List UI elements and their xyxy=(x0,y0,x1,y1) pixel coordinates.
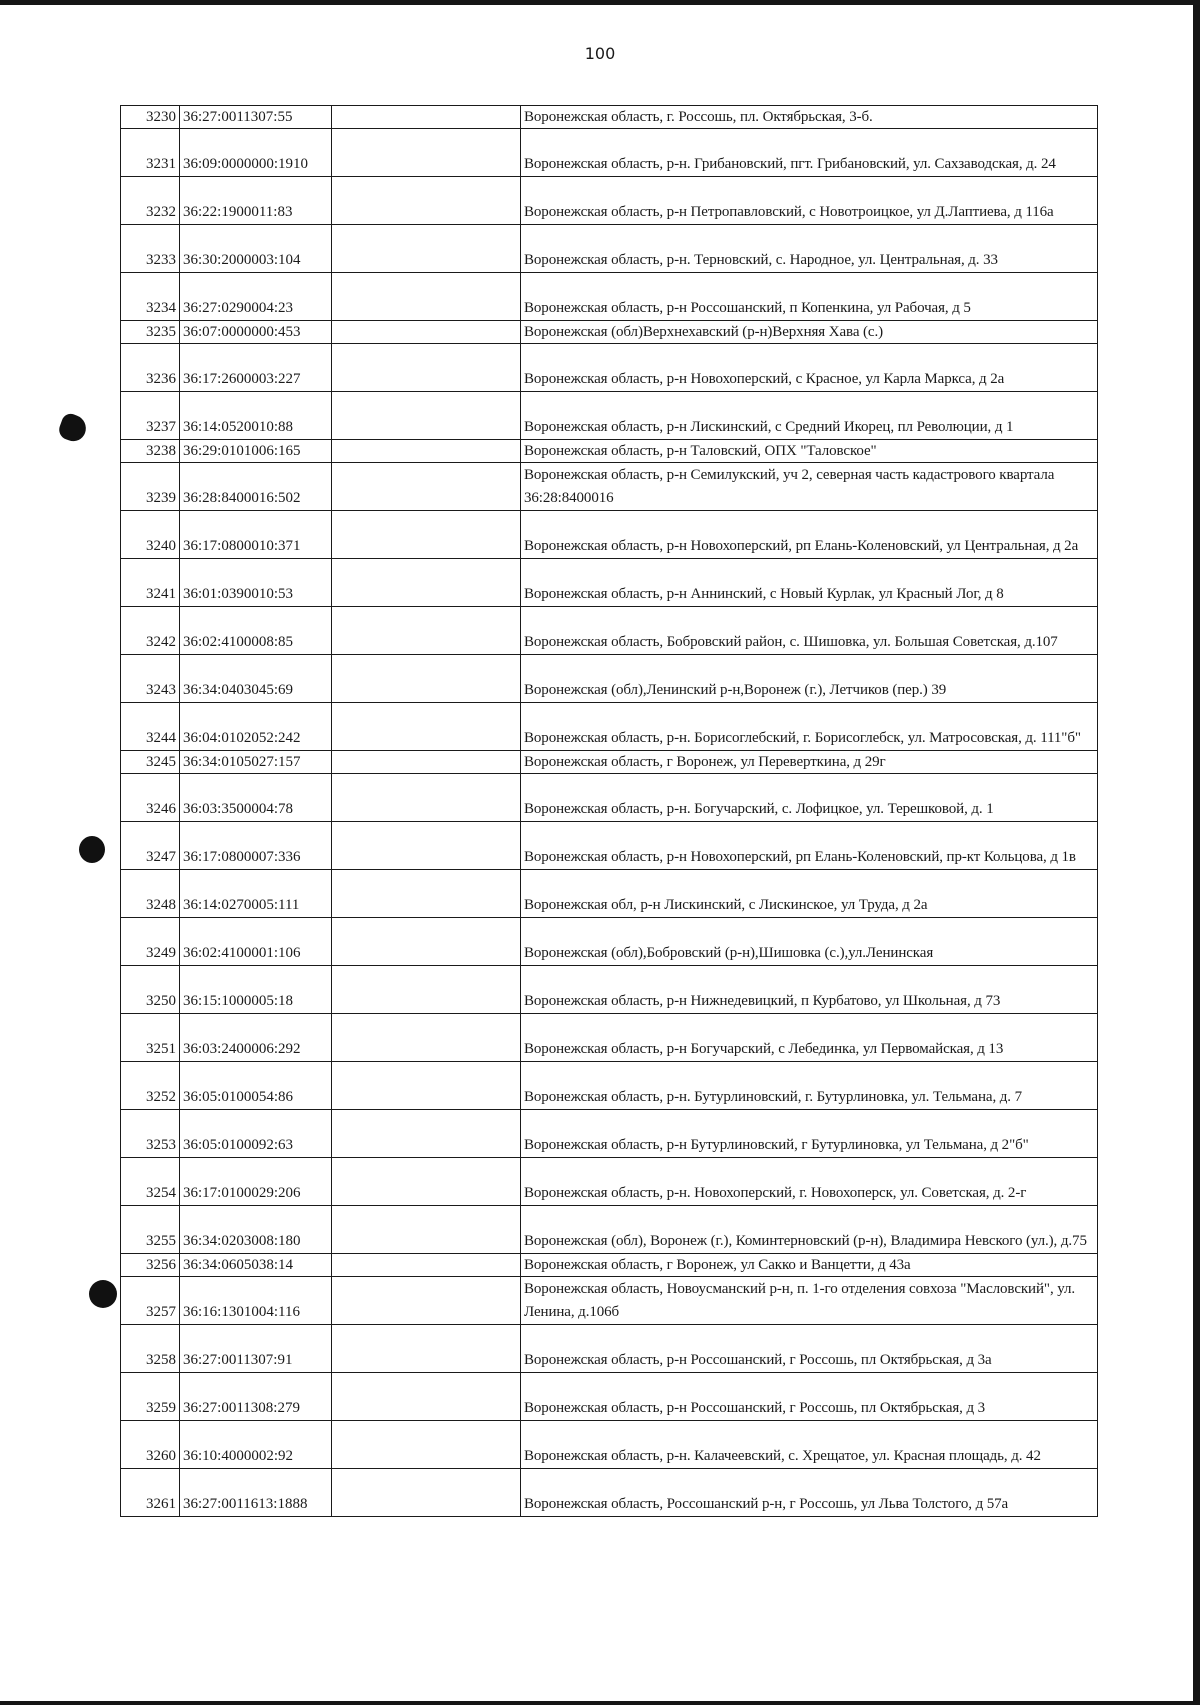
address: Воронежская область, Россошанский р-н, г Россошь, ул Льва Толстого, д 57а xyxy=(521,1469,1098,1517)
cadastral-number: 36:34:0605038:14 xyxy=(180,1254,332,1277)
table-row xyxy=(121,129,1098,177)
cadastral-number: 36:14:0270005:111 xyxy=(180,870,332,918)
row-number: 3245 xyxy=(121,751,180,774)
row-number: 3254 xyxy=(121,1158,180,1206)
empty-cell xyxy=(332,225,521,273)
table-row xyxy=(121,1158,1098,1206)
address: Воронежская (обл),Ленинский р-н,Воронеж (г.), Летчиков (пер.) 39 xyxy=(521,655,1098,703)
row-number: 3240 xyxy=(121,511,180,559)
cadastral-number: 36:29:0101006:165 xyxy=(180,440,332,463)
address: Воронежская область, р-н. Новохоперский, г. Новохоперск, ул. Советская, д. 2-г xyxy=(521,1158,1098,1206)
table-row xyxy=(121,1062,1098,1110)
table-row xyxy=(121,751,1098,774)
table-row xyxy=(121,822,1098,870)
address: Воронежская область, р-н Петропавловский, с Новотроицкое, ул Д.Лаптиева, д 116а xyxy=(521,177,1098,225)
row-number: 3246 xyxy=(121,774,180,822)
address: Воронежская область, Новоусманский р-н, п. 1-го отделения совхоза "Масловский", ул. Ленина, д.106б xyxy=(521,1277,1098,1325)
row-number: 3235 xyxy=(121,321,180,344)
row-number: 3253 xyxy=(121,1110,180,1158)
address: Воронежская область, р-н Аннинский, с Новый Курлак, ул Красный Лог, д 8 xyxy=(521,559,1098,607)
row-number: 3258 xyxy=(121,1325,180,1373)
address: Воронежская (обл)Верхнехавский (р-н)Верхняя Хава (с.) xyxy=(521,321,1098,344)
row-number: 3261 xyxy=(121,1469,180,1517)
scan-border-bottom xyxy=(0,1701,1200,1705)
empty-cell xyxy=(332,344,521,392)
address: Воронежская область, Бобровский район, с. Шишовка, ул. Большая Советская, д.107 xyxy=(521,607,1098,655)
empty-cell xyxy=(332,1421,521,1469)
empty-cell xyxy=(332,1110,521,1158)
page-number: 100 xyxy=(584,44,616,63)
address: Воронежская область, р-н Богучарский, с Лебединка, ул Первомайская, д 13 xyxy=(521,1014,1098,1062)
address: Воронежская область, р-н Россошанский, п Копенкина, ул Рабочая, д 5 xyxy=(521,273,1098,321)
row-number: 3252 xyxy=(121,1062,180,1110)
empty-cell xyxy=(332,918,521,966)
row-number: 3255 xyxy=(121,1206,180,1254)
row-number: 3249 xyxy=(121,918,180,966)
empty-cell xyxy=(332,1325,521,1373)
cadastral-number: 36:01:0390010:53 xyxy=(180,559,332,607)
row-number: 3248 xyxy=(121,870,180,918)
table-row xyxy=(121,273,1098,321)
table-row xyxy=(121,1110,1098,1158)
cadastral-number: 36:04:0102052:242 xyxy=(180,703,332,751)
empty-cell xyxy=(332,751,521,774)
cadastral-number: 36:27:0011613:1888 xyxy=(180,1469,332,1517)
cadastral-number: 36:02:4100001:106 xyxy=(180,918,332,966)
address: Воронежская область, р-н Бутурлиновский, г Бутурлиновка, ул Тельмана, д 2"б" xyxy=(521,1110,1098,1158)
table-row xyxy=(121,1325,1098,1373)
row-number: 3236 xyxy=(121,344,180,392)
table-row xyxy=(121,1277,1098,1325)
cadastral-number: 36:17:2600003:227 xyxy=(180,344,332,392)
row-number: 3232 xyxy=(121,177,180,225)
table-row xyxy=(121,392,1098,440)
table-row xyxy=(121,1254,1098,1277)
punch-hole xyxy=(79,836,105,863)
row-number: 3247 xyxy=(121,822,180,870)
table-row xyxy=(121,511,1098,559)
table-row xyxy=(121,344,1098,392)
empty-cell xyxy=(332,392,521,440)
empty-cell xyxy=(332,1277,521,1325)
table-row xyxy=(121,703,1098,751)
row-number: 3238 xyxy=(121,440,180,463)
address: Воронежская область, р-н Новохоперский, с Красное, ул Карла Маркса, д 2а xyxy=(521,344,1098,392)
table-row xyxy=(121,1373,1098,1421)
row-number: 3242 xyxy=(121,607,180,655)
empty-cell xyxy=(332,703,521,751)
table-row xyxy=(121,655,1098,703)
table-row xyxy=(121,106,1098,129)
address: Воронежская область, г Воронеж, ул Сакко и Ванцетти, д 43а xyxy=(521,1254,1098,1277)
row-number: 3230 xyxy=(121,106,180,129)
cadastral-number: 36:28:8400016:502 xyxy=(180,463,332,511)
cadastral-number: 36:34:0105027:157 xyxy=(180,751,332,774)
address: Воронежская (обл), Воронеж (г.), Коминтерновский (р-н), Владимира Невского (ул.), д.75 xyxy=(521,1206,1098,1254)
cadastral-number: 36:17:0800010:371 xyxy=(180,511,332,559)
row-number: 3241 xyxy=(121,559,180,607)
empty-cell xyxy=(332,655,521,703)
cadastral-number: 36:05:0100054:86 xyxy=(180,1062,332,1110)
empty-cell xyxy=(332,273,521,321)
empty-cell xyxy=(332,870,521,918)
address: Воронежская область, г Воронеж, ул Переверткина, д 29г xyxy=(521,751,1098,774)
cadastral-number: 36:15:1000005:18 xyxy=(180,966,332,1014)
table-row xyxy=(121,225,1098,273)
address: Воронежская (обл),Бобровский (р-н),Шишовка (с.),ул.Ленинская xyxy=(521,918,1098,966)
table-row xyxy=(121,774,1098,822)
row-number: 3260 xyxy=(121,1421,180,1469)
cadastral-number: 36:27:0290004:23 xyxy=(180,273,332,321)
empty-cell xyxy=(332,1373,521,1421)
address: Воронежская область, г. Россошь, пл. Октябрьская, 3-б. xyxy=(521,106,1098,129)
cadastral-number: 36:34:0403045:69 xyxy=(180,655,332,703)
address: Воронежская область, р-н Россошанский, г Россошь, пл Октябрьская, д 3 xyxy=(521,1373,1098,1421)
empty-cell xyxy=(332,177,521,225)
row-number: 3243 xyxy=(121,655,180,703)
cadastral-number: 36:27:0011308:279 xyxy=(180,1373,332,1421)
table-row xyxy=(121,1206,1098,1254)
address: Воронежская область, р-н Семилукский, уч 2, северная часть кадастрового квартала 36:28:8400016 xyxy=(521,463,1098,511)
empty-cell xyxy=(332,1206,521,1254)
row-number: 3233 xyxy=(121,225,180,273)
empty-cell xyxy=(332,1469,521,1517)
cadastral-number: 36:02:4100008:85 xyxy=(180,607,332,655)
row-number: 3251 xyxy=(121,1014,180,1062)
cadastral-number: 36:27:0011307:55 xyxy=(180,106,332,129)
cadastral-number: 36:03:2400006:292 xyxy=(180,1014,332,1062)
empty-cell xyxy=(332,440,521,463)
table-row xyxy=(121,918,1098,966)
empty-cell xyxy=(332,463,521,511)
registry-table xyxy=(120,105,1098,1517)
row-number: 3231 xyxy=(121,129,180,177)
empty-cell xyxy=(332,559,521,607)
empty-cell xyxy=(332,822,521,870)
cadastral-number: 36:09:0000000:1910 xyxy=(180,129,332,177)
row-number: 3234 xyxy=(121,273,180,321)
table-row xyxy=(121,1421,1098,1469)
row-number: 3237 xyxy=(121,392,180,440)
scan-border-top xyxy=(0,0,1200,5)
row-number: 3239 xyxy=(121,463,180,511)
empty-cell xyxy=(332,607,521,655)
empty-cell xyxy=(332,1254,521,1277)
scan-border-right xyxy=(1193,0,1200,1705)
empty-cell xyxy=(332,106,521,129)
row-number: 3256 xyxy=(121,1254,180,1277)
address: Воронежская область, р-н Таловский, ОПХ "Таловское" xyxy=(521,440,1098,463)
cadastral-number: 36:17:0800007:336 xyxy=(180,822,332,870)
empty-cell xyxy=(332,1014,521,1062)
address: Воронежская область, р-н Лискинский, с Средний Икорец, пл Революции, д 1 xyxy=(521,392,1098,440)
empty-cell xyxy=(332,1062,521,1110)
table-row xyxy=(121,559,1098,607)
cadastral-number: 36:16:1301004:116 xyxy=(180,1277,332,1325)
empty-cell xyxy=(332,966,521,1014)
address: Воронежская область, р-н. Калачеевский, с. Хрещатое, ул. Красная площадь, д. 42 xyxy=(521,1421,1098,1469)
cadastral-number: 36:17:0100029:206 xyxy=(180,1158,332,1206)
address: Воронежская область, р-н. Терновский, с. Народное, ул. Центральная, д. 33 xyxy=(521,225,1098,273)
row-number: 3259 xyxy=(121,1373,180,1421)
empty-cell xyxy=(332,129,521,177)
address: Воронежская область, р-н. Богучарский, с. Лофицкое, ул. Терешковой, д. 1 xyxy=(521,774,1098,822)
address: Воронежская обл, р-н Лискинский, с Лискинское, ул Труда, д 2а xyxy=(521,870,1098,918)
row-number: 3250 xyxy=(121,966,180,1014)
cadastral-number: 36:30:2000003:104 xyxy=(180,225,332,273)
cadastral-number: 36:07:0000000:453 xyxy=(180,321,332,344)
address: Воронежская область, р-н. Грибановский, пгт. Грибановский, ул. Сахзаводская, д. 24 xyxy=(521,129,1098,177)
table-row xyxy=(121,321,1098,344)
address: Воронежская область, р-н Нижнедевицкий, п Курбатово, ул Школьная, д 73 xyxy=(521,966,1098,1014)
table-row xyxy=(121,1469,1098,1517)
cadastral-number: 36:05:0100092:63 xyxy=(180,1110,332,1158)
table-row xyxy=(121,870,1098,918)
empty-cell xyxy=(332,774,521,822)
address: Воронежская область, р-н Новохоперский, рп Елань-Коленовский, пр-кт Кольцова, д 1в xyxy=(521,822,1098,870)
table-row xyxy=(121,966,1098,1014)
cadastral-number: 36:10:4000002:92 xyxy=(180,1421,332,1469)
row-number: 3257 xyxy=(121,1277,180,1325)
address: Воронежская область, р-н Новохоперский, рп Елань-Коленовский, ул Центральная, д 2а xyxy=(521,511,1098,559)
punch-hole xyxy=(89,1280,117,1308)
table-row xyxy=(121,1014,1098,1062)
table-row xyxy=(121,607,1098,655)
row-number: 3244 xyxy=(121,703,180,751)
cadastral-number: 36:14:0520010:88 xyxy=(180,392,332,440)
cadastral-number: 36:27:0011307:91 xyxy=(180,1325,332,1373)
empty-cell xyxy=(332,1158,521,1206)
table-row xyxy=(121,177,1098,225)
empty-cell xyxy=(332,511,521,559)
cadastral-number: 36:22:1900011:83 xyxy=(180,177,332,225)
address: Воронежская область, р-н Россошанский, г Россошь, пл Октябрьская, д 3а xyxy=(521,1325,1098,1373)
table-row xyxy=(121,440,1098,463)
punch-hole xyxy=(56,411,89,444)
cadastral-number: 36:34:0203008:180 xyxy=(180,1206,332,1254)
empty-cell xyxy=(332,321,521,344)
cadastral-number: 36:03:3500004:78 xyxy=(180,774,332,822)
address: Воронежская область, р-н. Бутурлиновский, г. Бутурлиновка, ул. Тельмана, д. 7 xyxy=(521,1062,1098,1110)
table-row xyxy=(121,463,1098,511)
address: Воронежская область, р-н. Борисоглебский, г. Борисоглебск, ул. Матросовская, д. 111"б" xyxy=(521,703,1098,751)
